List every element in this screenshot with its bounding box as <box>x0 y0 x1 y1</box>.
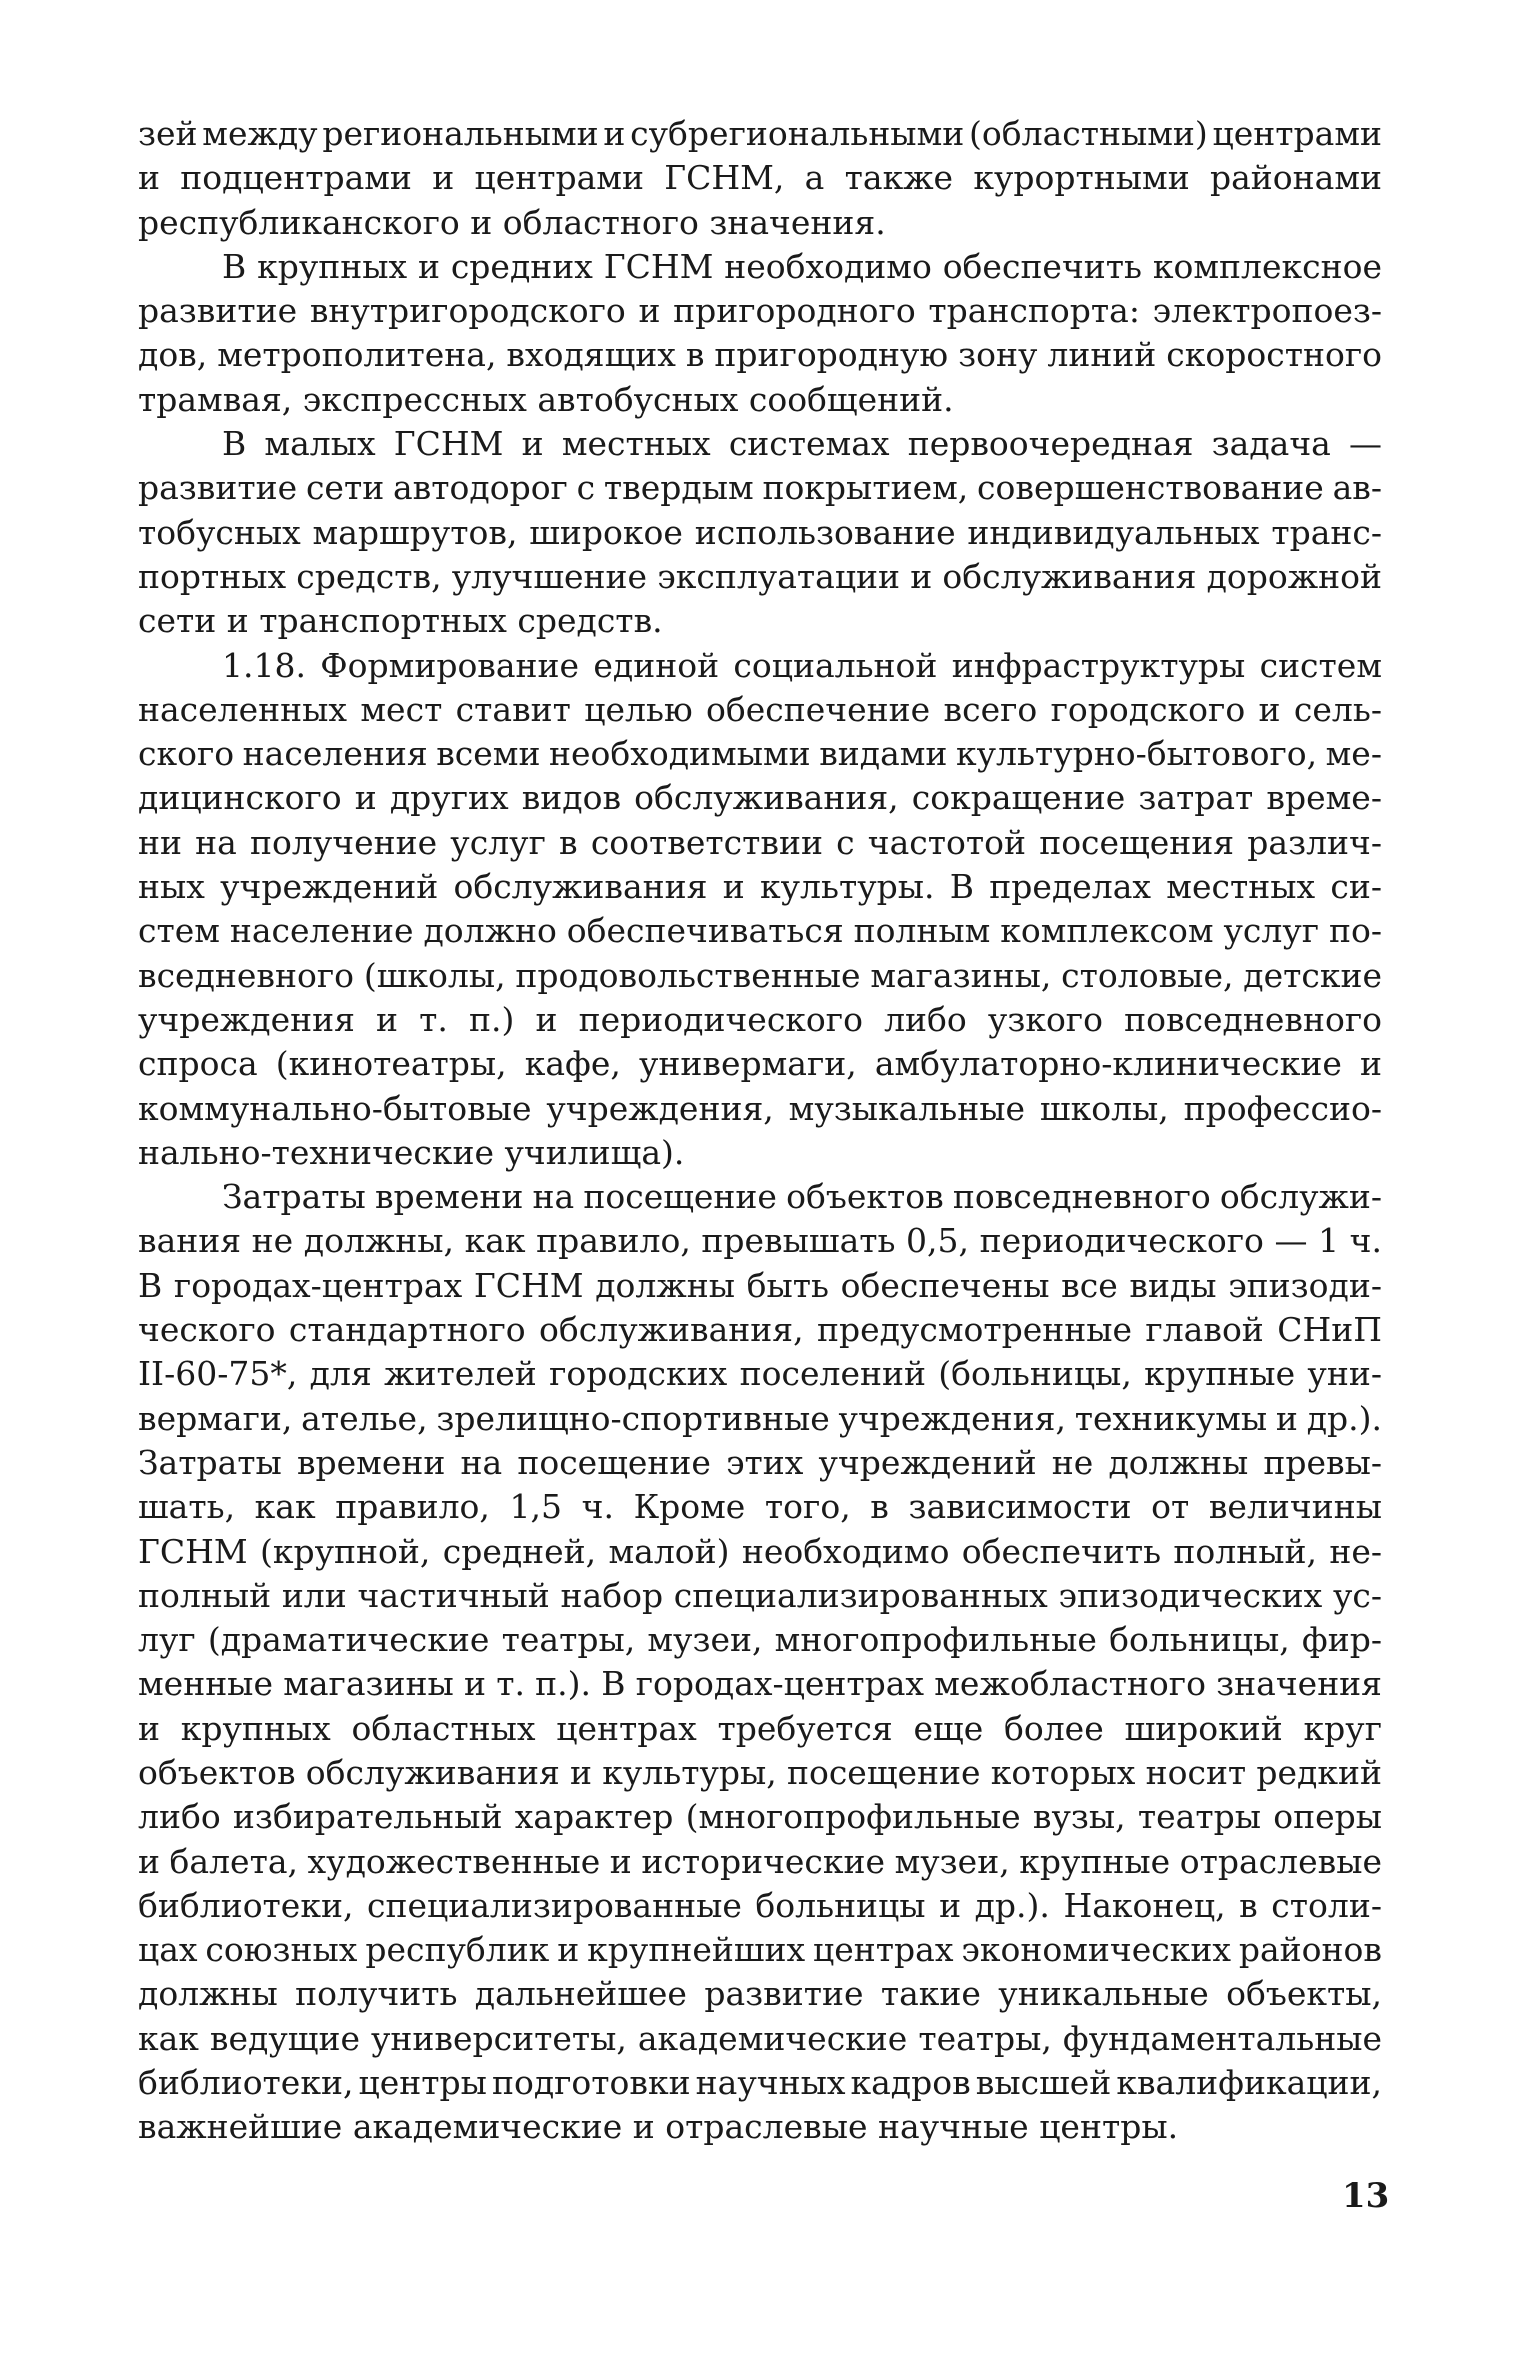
text-line: ных учреждений обслуживания и культуры. В пределах местных си- <box>138 867 1382 907</box>
page-body <box>138 112 1382 2150</box>
text-line: вермаги, ателье, зрелищно-спортивные учреждения, техникумы и др.). <box>138 1398 1382 1438</box>
text-line: сети и транспортных средств. <box>138 601 663 641</box>
text-line: развитие сети автодорог с твердым покрытием, совершенствование ав- <box>138 468 1382 508</box>
paragraph-service-time <box>138 1175 1382 2150</box>
text-line: менные магазины и т. п.). В городах-центрах межобластного значения <box>138 1664 1382 1704</box>
text-line: дицинского и других видов обслуживания, сокращение затрат време- <box>138 778 1382 818</box>
text-line: вседневного (школы, продовольственные магазины, столовые, детские <box>138 955 1382 995</box>
text-line: библиотеки, специализированные больницы и др.). Наконец, в столи- <box>138 1885 1382 1925</box>
text-line: и балета, художественные и исторические музеи, крупные отраслевые <box>138 1841 1382 1881</box>
text-line: должны получить дальнейшее развитие такие уникальные объекты, <box>138 1974 1382 2014</box>
text-line: библиотеки, центры подготовки научных кадров высшей квалификации, <box>138 2063 1382 2103</box>
text-line: зей между региональными и субрегиональными (областными) центрами <box>138 114 1382 153</box>
text-line: шать, как правило, 1,5 ч. Кроме того, в зависимости от величины <box>138 1487 1382 1527</box>
text-line: развитие внутригородского и пригородного транспорта: электропоез- <box>138 291 1382 331</box>
paragraph-small-gsnm-roads <box>138 422 1382 643</box>
text-line: важнейшие академические и отраслевые научные центры. <box>138 2107 1179 2147</box>
text-line: луг (драматические театры, музеи, многопрофильные больницы, фир- <box>138 1620 1382 1660</box>
text-line: населенных мест ставит целью обеспечение всего городского и сель- <box>138 689 1382 729</box>
text-line: В малых ГСНМ и местных системах первоочередная задача — <box>222 424 1382 464</box>
paragraph-large-gsnm-transport <box>138 245 1382 422</box>
text-line: В городах-центрах ГСНМ должны быть обеспечены все виды эпизоди- <box>138 1265 1382 1305</box>
text-line: и крупных областных центрах требуется еще более широкий круг <box>138 1708 1382 1748</box>
text-line: коммунально-бытовые учреждения, музыкальные школы, профессио- <box>138 1088 1382 1128</box>
text-line: ни на получение услуг в соответствии с частотой посещения различ- <box>138 822 1382 862</box>
paragraph-transport-centers <box>138 112 1382 245</box>
text-line: трамвая, экспрессных автобусных сообщений. <box>138 379 954 419</box>
text-line: ского населения всеми необходимыми видами культурно-бытового, ме- <box>138 734 1382 774</box>
text-line: цах союзных республик и крупнейших центрах экономических районов <box>138 1930 1382 1970</box>
text-line: и подцентрами и центрами ГСНМ, а также курортными районами <box>138 158 1382 198</box>
page-number: 13 <box>1342 2176 1390 2216</box>
text-line: учреждения и т. п.) и периодического либо узкого повседневного <box>138 999 1382 1039</box>
text-line: ческого стандартного обслуживания, предусмотренные главой СНиП <box>138 1310 1382 1350</box>
text-line: как ведущие университеты, академические театры, фундаментальные <box>138 2018 1382 2058</box>
text-line: спроса (кинотеатры, кафе, универмаги, амбулаторно-клинические и <box>138 1044 1382 1084</box>
text-line: республиканского и областного значения. <box>138 202 886 242</box>
text-line: портных средств, улучшение эксплуатации и обслуживания дорожной <box>138 556 1382 596</box>
text-line: 1.18. Формирование единой социальной инфраструктуры систем <box>222 645 1382 685</box>
text-line: Затраты времени на посещение объектов повседневного обслужи- <box>222 1177 1382 1217</box>
text-line: ГСНМ (крупной, средней, малой) необходимо обеспечить полный, не- <box>138 1531 1382 1571</box>
text-line: либо избирательный характер (многопрофильные вузы, театры оперы <box>138 1797 1382 1837</box>
text-line: стем население должно обеспечиваться полным комплексом услуг по- <box>138 911 1382 951</box>
text-line: II-60-75*, для жителей городских поселений (больницы, крупные уни- <box>138 1354 1382 1394</box>
text-line: В крупных и средних ГСНМ необходимо обеспечить комплексное <box>222 246 1382 286</box>
text-line: нально-технические училища). <box>138 1132 685 1172</box>
paragraph-section-1-18 <box>138 644 1382 1176</box>
text-line: Затраты времени на посещение этих учреждений не должны превы- <box>138 1442 1382 1482</box>
text-line: тобусных маршрутов, широкое использование индивидуальных транс- <box>138 512 1382 552</box>
text-line: объектов обслуживания и культуры, посещение которых носит редкий <box>138 1752 1382 1792</box>
text-line: полный или частичный набор специализированных эпизодических ус- <box>138 1575 1382 1615</box>
text-line: вания не должны, как правило, превышать 0,5, периодического — 1 ч. <box>138 1221 1382 1261</box>
text-line: дов, метрополитена, входящих в пригородную зону линий скоростного <box>138 335 1382 375</box>
